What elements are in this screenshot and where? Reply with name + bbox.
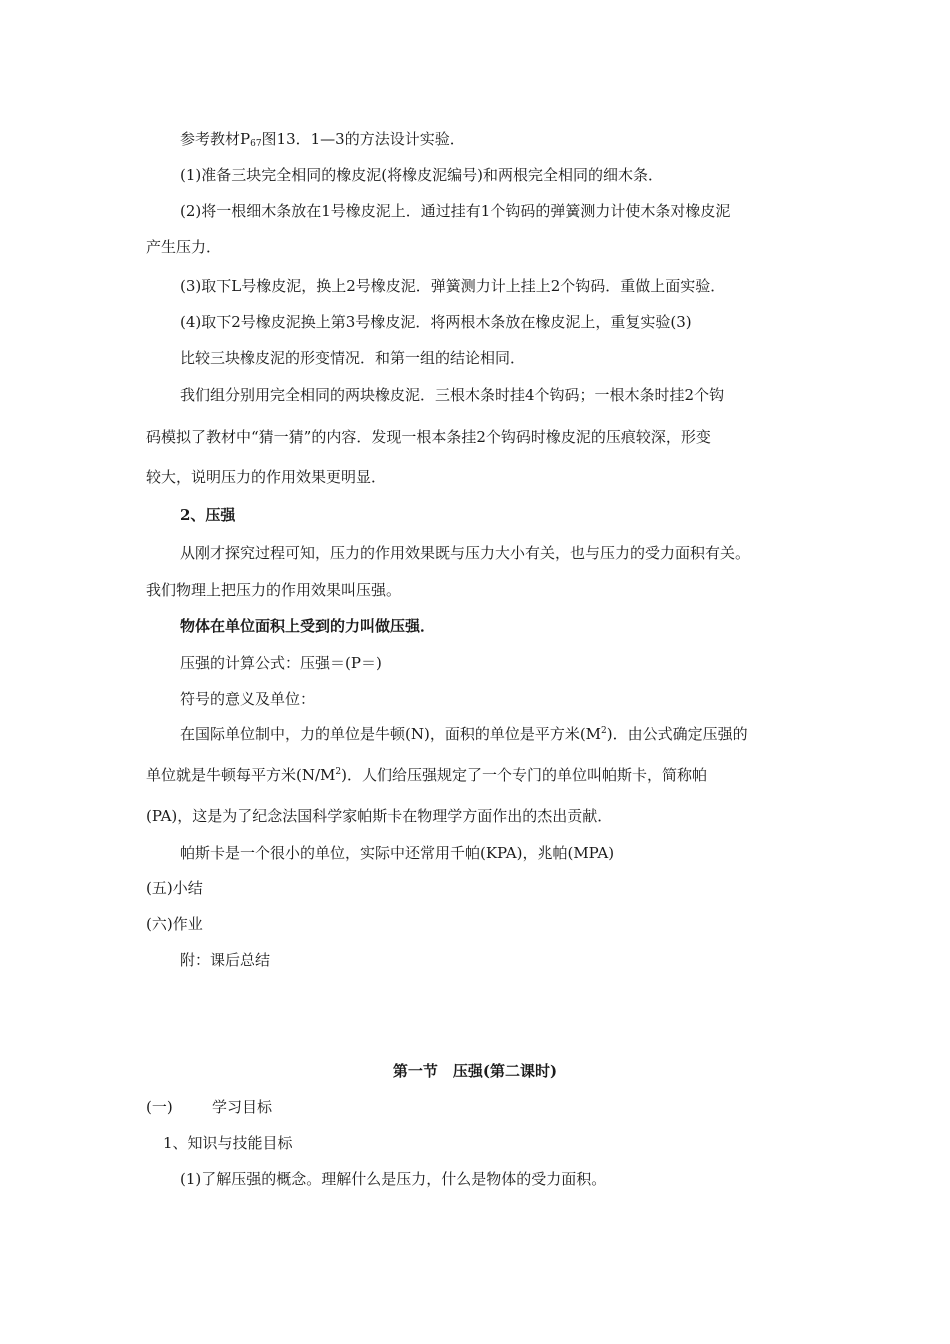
group-result-text-2: 码模拟了教材中“猜一猜”的内容．发现一根本条挂2个钩码时橡皮泥的压痕较深，形变	[146, 428, 711, 446]
paragraph-reference: 参考教材$P_{67}$图13．1—3的方法设计实验．	[180, 130, 465, 149]
learning-goals-heading: (一) 学习目标	[146, 1098, 273, 1116]
symbol-meaning: 符号的意义及单位：	[180, 690, 316, 708]
summary-heading: (五)小结	[146, 879, 203, 897]
knowledge-goal-heading: 1、知识与技能目标	[163, 1134, 293, 1152]
step-4: (4)取下2号橡皮泥换上第3号橡皮泥．将两根木条放在橡皮泥上，重复实验(3)	[180, 313, 692, 331]
section-title: 第一节 压强(第二课时)	[392, 1062, 558, 1080]
section-heading-pressure: 2、压强	[180, 506, 236, 524]
goal-item-1: (1)了解压强的概念。理解什么是压力，什么是物体的受力面积。	[180, 1170, 607, 1188]
group-result-text: 我们组分别用完全相同的两块橡皮泥．三根木条时挂4个钩码；一根木条时挂2个钩	[180, 386, 725, 404]
step-2: (2)将一根细木条放在1号橡皮泥上．通过挂有1个钩码的弹簧测力计使木条对橡皮泥	[180, 202, 731, 220]
step-2-continued: 产生压力．	[146, 238, 222, 256]
appendix-note: 附：课后总结	[180, 951, 271, 969]
pascal-note: 帕斯卡是一个很小的单位，实际中还常用千帕(KPA)，兆帕(MPA)	[180, 844, 615, 862]
group-result-text-3: 较大，说明压力的作用效果更明显．	[146, 468, 387, 486]
step-3: (3)取下L号橡皮泥，换上2号橡皮泥．弹簧测力计上挂上2个钩码．重做上面实验．	[180, 277, 726, 295]
comparison-text: 比较三块橡皮泥的形变情况．和第一组的结论相同．	[180, 349, 526, 367]
unit-text-3: (PA)，这是为了纪念法国科学家帕斯卡在物理学方面作出的杰出贡献．	[146, 807, 613, 825]
homework-heading: (六)作业	[146, 915, 203, 933]
pressure-formula: 压强的计算公式：压强＝(P＝)	[180, 654, 382, 672]
pressure-intro-2: 我们物理上把压力的作用效果叫压强。	[146, 581, 402, 599]
unit-text: 在国际单位制中，力的单位是牛顿(N)，面积的单位是平方米$(M^2)$．由公式确定压强的	[180, 725, 748, 743]
pressure-intro: 从刚才探究过程可知，压力的作用效果既与压力大小有关，也与压力的受力面积有关。	[180, 544, 751, 562]
unit-text-2: 单位就是牛顿每平方米$(N/M^2)$．人们给压强规定了一个专门的单位叫帕斯卡，简称帕	[146, 766, 707, 784]
step-1: (1)准备三块完全相同的橡皮泥(将橡皮泥编号)和两根完全相同的细木条．	[180, 166, 663, 184]
pressure-definition: 物体在单位面积上受到的力叫做压强．	[180, 617, 436, 635]
